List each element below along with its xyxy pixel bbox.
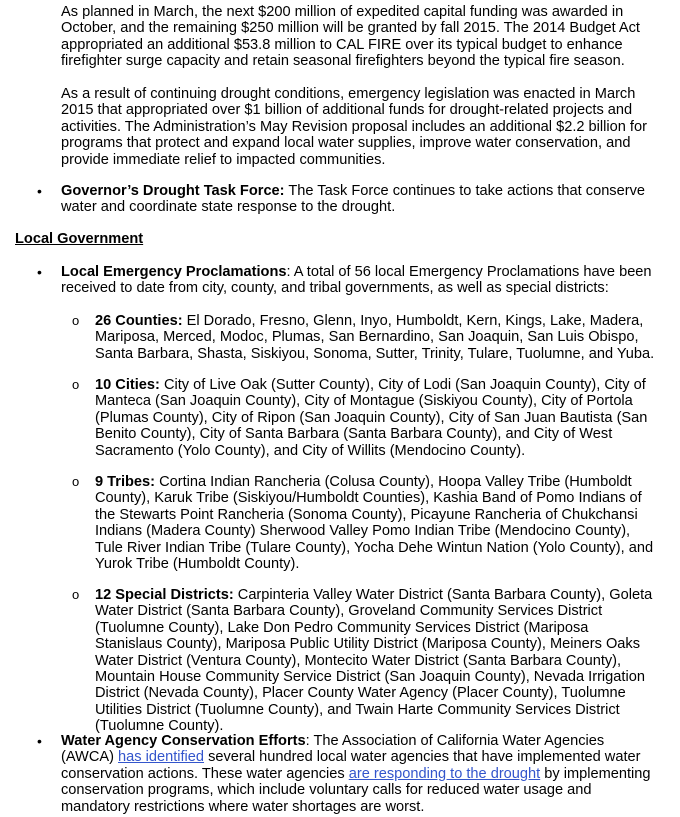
cities-title: 10 Cities: [95,377,160,393]
tribes-body: Cortina Indian Rancheria (Colusa County), Hoopa Valley Tribe (Humboldt County), Karuk Tribe (Siskiyou/Humboldt Counties), Kashia Band of Pomo Indians of the Stewarts Point Rancheria (Sonoma County), Picayune Rancheria of Chukchansi Indians (Madera County) Sherwood Valley Pomo Indian Tribe (Mendocino County), Tule River Indian Tribe (Tulare County), Yocha Dehe Wintun Nation (Yolo County), and Yurok Tribe (Humboldt County). [95,474,654,573]
special-districts-title: 12 Special Districts: [95,587,234,603]
special-districts-text [95,587,657,735]
task-force-body: The Task Force continues to take actions that conserve water and coordinate state response to the drought. [61,183,645,216]
special-districts-body: Carpinteria Valley Water District (Santa Barbara County), Goleta Water District (Santa Barbara County), Groveland Community Services District (Tuolumne County), Lake Don Pedro Community Services District (Mariposa Stanislaus County), Mariposa Public Utility District (Mariposa County), Meiners Oaks Water District (Ventura County), Montecito Water District (Santa Barbara County), Mountain House Community Service District (San Joaquin County), Nevada Irrigation District (Nevada County), Placer County Water Agency (Placer County), Tuolumne Utilities District (Tuolumne County), and Twain Harte Community Services District (Tuolumne County). [95,587,653,735]
counties-text [95,313,657,362]
sub-bullet-icon: o [72,474,80,489]
task-force-title: Governor’s Drought Task Force: [61,183,285,199]
task-force-text [61,183,661,216]
proclamations-body: : A total of 56 local Emergency Proclamations have been received to date from city, county, and tribal governments, as well as special districts: [61,264,652,297]
paragraph-capital-funding: As planned in March, the next $200 million of expedited capital funding was awarded in October, and the remaining $250 million will be granted by fall 2015. The 2014 Budget Act appropriated an additional $53.8 million to CAL FIRE over its typical budget to enhance firefighter surge capacity and retain seasonal firefighters beyond the typical fire season. [61,4,640,70]
paragraph-emergency-legislation: As a result of continuing drought conditions, emergency legislation was enacted in March 2015 that appropriated over $1 billion of additional funds for drought-related projects and activities. The Administration’s May Revision proposal includes an additional $2.2 billion for programs that protect and expand local water supplies, improve water conservation, and provide immediate relief to impacted communities. [61,86,647,168]
counties-title: 26 Counties: [95,313,183,329]
water-agency-body-1: : The Association of California Water Agencies (AWCA) [61,733,605,766]
sub-bullet-icon: o [72,587,80,602]
section-heading-local-government: Local Government [15,231,144,247]
bullet-icon: • [37,183,42,199]
tribes-text [95,474,657,572]
bullet-icon: • [37,733,42,749]
has-identified-link[interactable]: has identified [118,749,205,766]
bullet-icon: • [37,264,42,280]
water-agency-text [61,733,661,815]
responding-to-drought-link[interactable]: are responding to the drought [348,765,541,782]
cities-body: City of Live Oak (Sutter County), City of Lodi (San Joaquin County), City of Manteca (San Joaquin County), City of Montague (Siskiyou County), City of Portola (Plumas County), City of Ripon (San Joaquin County), City of San Juan Bautista (San Benito County), City of Santa Barbara (Santa Barbara County), and City of West Sacramento (Yolo County), and City of Willits (Mendocino County). [95,377,648,459]
sub-bullet-icon: o [72,313,80,328]
tribes-title: 9 Tribes: [95,474,156,490]
proclamations-title: Local Emergency Proclamations [61,264,287,280]
counties-body: El Dorado, Fresno, Glenn, Inyo, Humboldt, Kern, Kings, Lake, Madera, Mariposa, Merced, Modoc, Plumas, San Bernardino, San Joaquin, San Luis Obispo, Santa Barbara, Shasta, Siskiyou, Sonoma, Sutter, Trinity, Tulare, Tuolumne, and Yuba. [95,313,655,362]
proclamations-text [61,264,661,297]
water-agency-body-3: by implementing conservation programs, which include voluntary calls for reduced water usage and mandatory restrictions where water shortages are worst. [61,765,651,815]
water-agency-title: Water Agency Conservation Efforts [61,733,306,749]
water-agency-body-2: several hundred local water agencies that have implemented water conservation actions. These water agencies [61,749,641,782]
cities-text [95,377,657,459]
sub-bullet-icon: o [72,377,80,392]
